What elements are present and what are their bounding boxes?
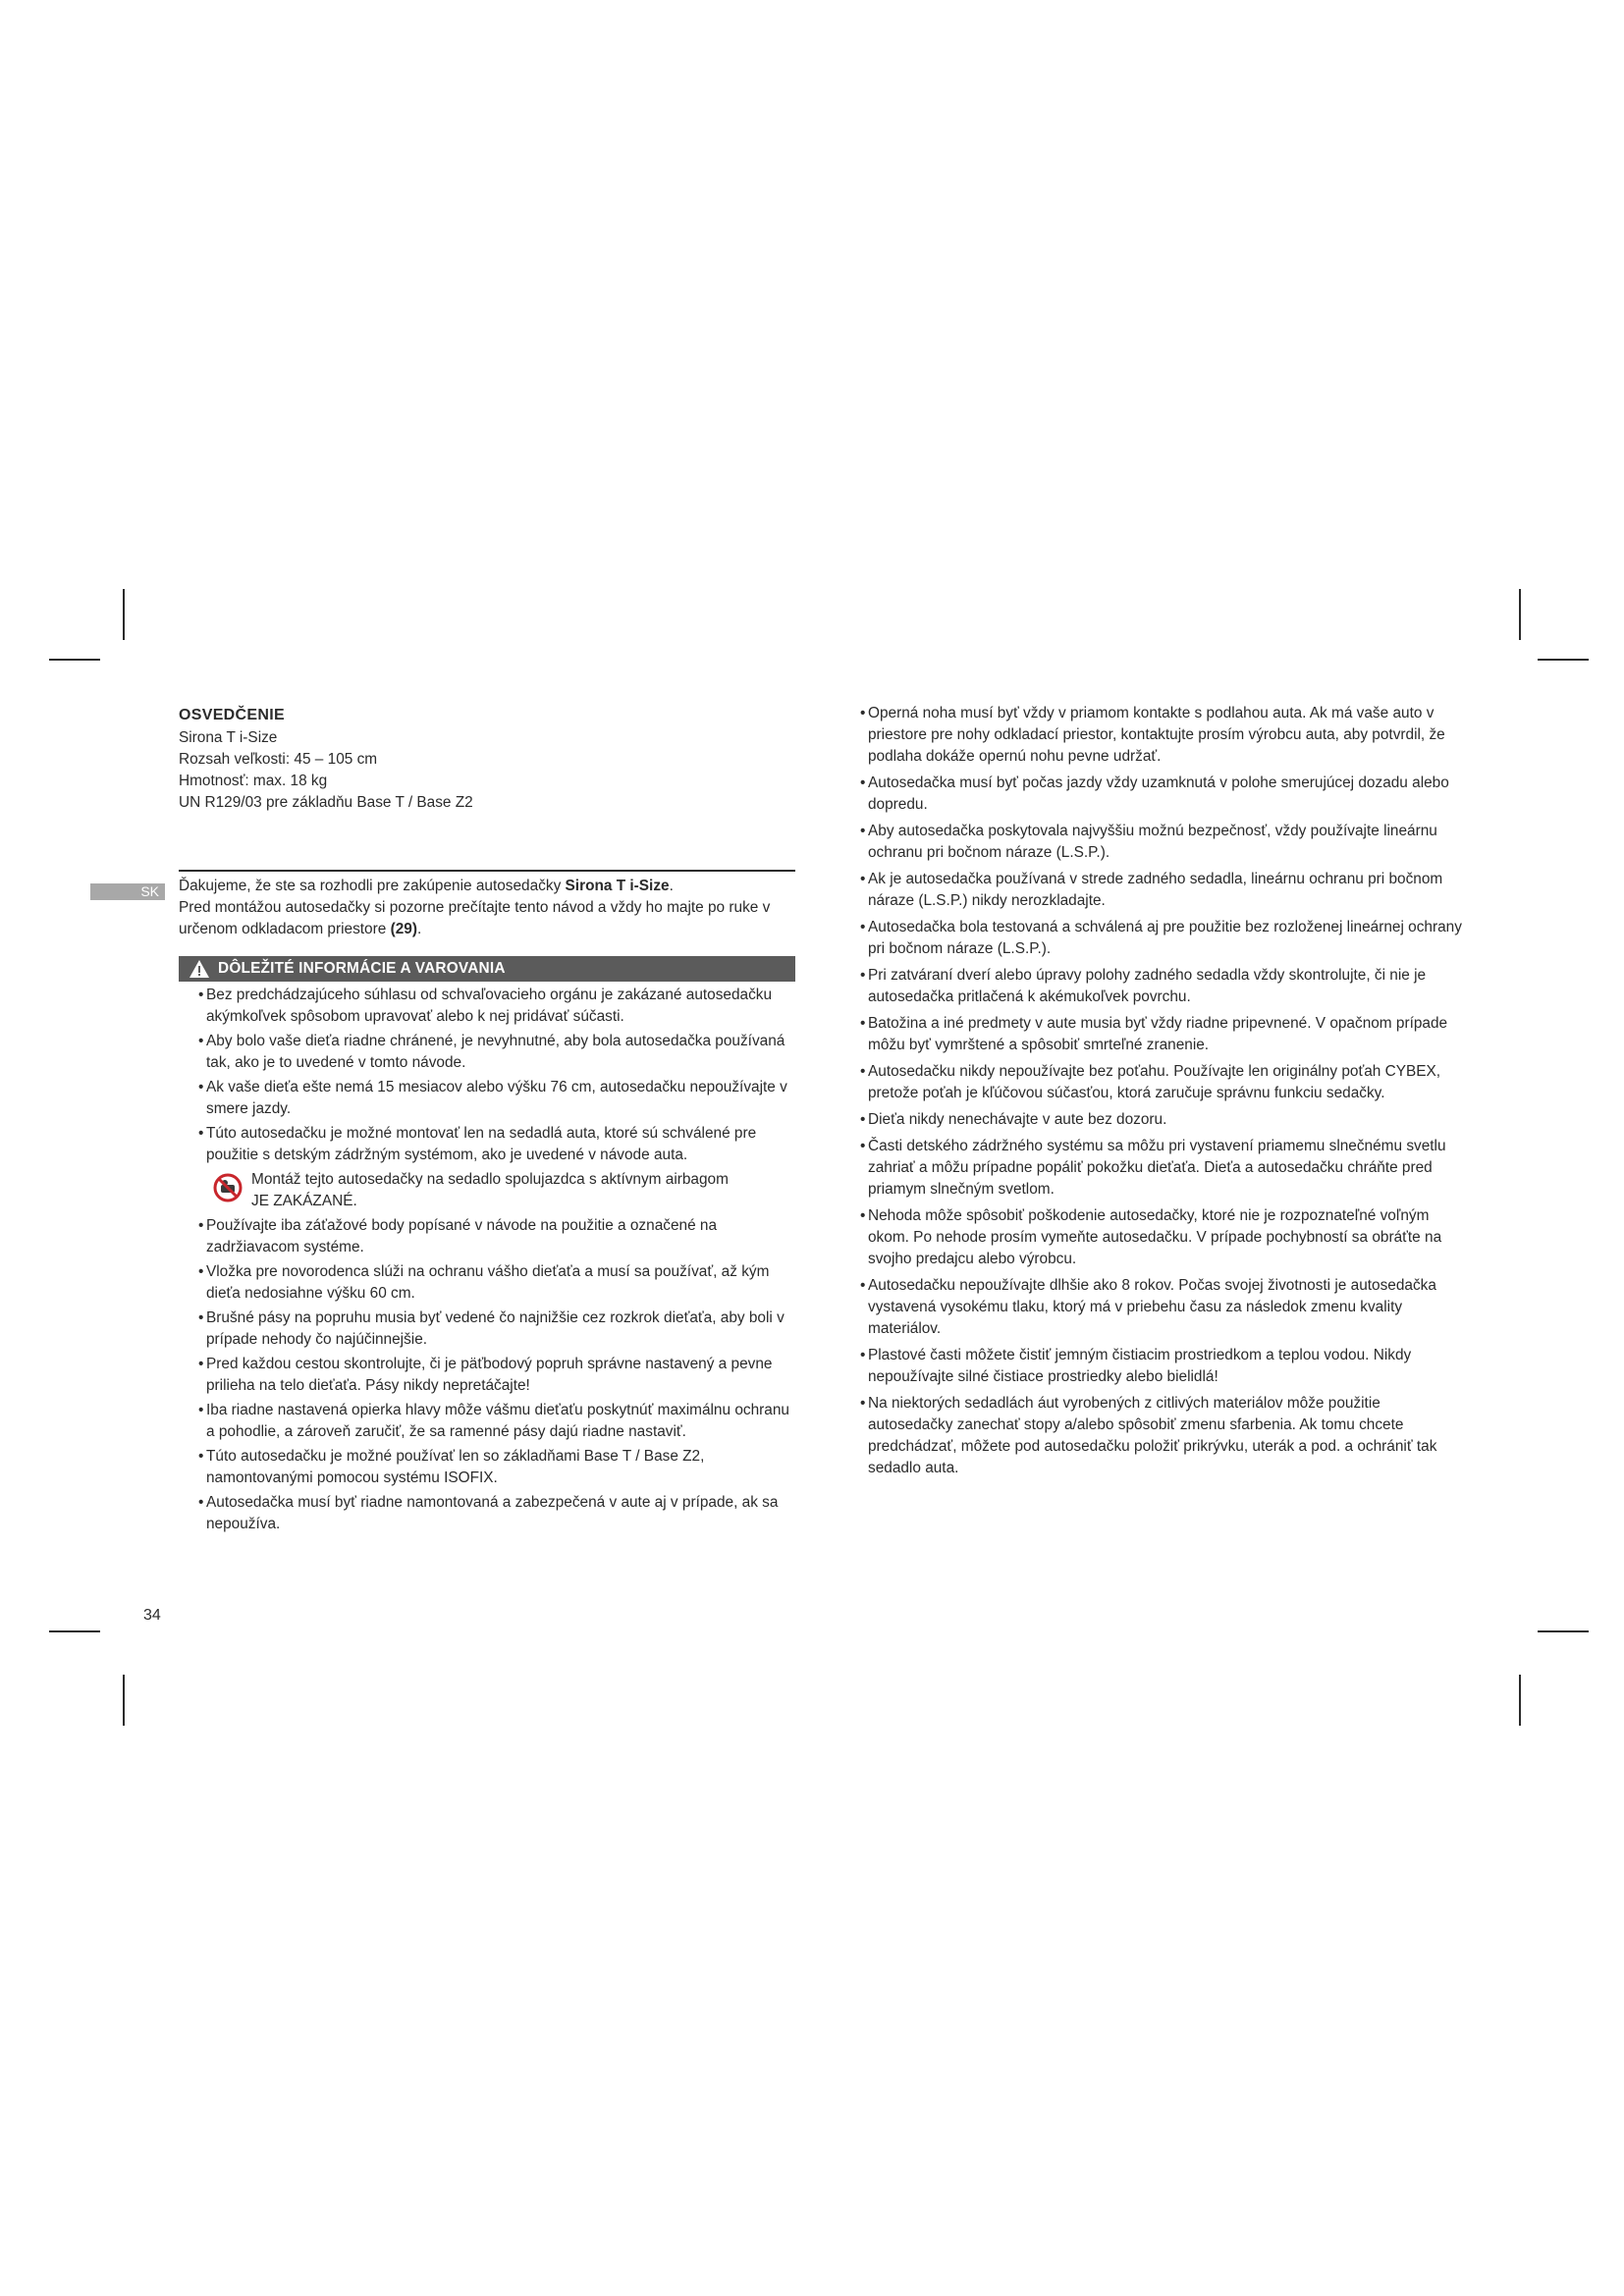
bullet-dot: • [198, 1079, 204, 1095]
list-item-text: Batožina a iné predmety v aute musia byť vždy riadne pripevnené. V opačnom prípade môžu byť vymrštené a spôsobiť smrteľné zranenie. [868, 1015, 1448, 1053]
list-item [198, 1354, 801, 1397]
list-item [198, 1492, 801, 1535]
language-tab: SK [90, 883, 165, 900]
warnings-list-right [860, 703, 1463, 1484]
list-item-text: Bez predchádzajúceho súhlasu od schvaľovacieho orgánu je zakázané autosedačku akýmkoľvek spôsobom upravovať alebo k nej pridávať súčasti. [206, 987, 773, 1025]
list-item [860, 1205, 1463, 1270]
bullet-dot: • [860, 871, 866, 887]
list-item [198, 985, 801, 1028]
bullet-dot: • [860, 1207, 866, 1224]
intro-text: . [416, 921, 422, 937]
list-item-text: Pri zatváraní dverí alebo úpravy polohy zadného sedadla vždy skontrolujte, či nie je autosedačka pritlačená k akémukoľvek povrchu. [868, 967, 1427, 1005]
list-item [860, 1136, 1463, 1201]
no-airbag-icon [212, 1172, 244, 1203]
bullet-dot: • [198, 1217, 204, 1234]
list-item-text: Nehoda môže spôsobiť poškodenie autosedačky, ktoré nie je rozpoznateľné voľným okom. Po nehode prosím vymeňte autosedačku. V prípade pochybností sa obráťte na svojho predajcu alebo výrobcu. [868, 1207, 1442, 1267]
intro-text: Pred montážou autosedačky si pozorne prečítajte tento návod a vždy ho majte po ruke v určenom odkladacom priestore [179, 899, 771, 937]
bullet-dot: • [198, 1263, 204, 1280]
list-item-text: Autosedačku nepoužívajte dlhšie ako 8 rokov. Počas svojej životnosti je autosedačka vystavená vysokému tlaku, ktorý má v priebehu času za následok zmenu kvality materiálov. [868, 1277, 1436, 1337]
list-item [198, 1031, 801, 1074]
bullet-dot: • [198, 1402, 204, 1418]
warning-heading: DÔLEŽITÉ INFORMÁCIE A VAROVANIA [218, 960, 506, 977]
list-item [198, 1215, 801, 1258]
list-item [860, 1061, 1463, 1104]
intro-text: Ďakujeme, že ste sa rozhodli pre zakúpenie autosedačky [179, 878, 566, 894]
list-item [860, 965, 1463, 1008]
list-item [198, 1400, 801, 1443]
list-item-text: Operná noha musí byť vždy v priamom kontakte s podlahou auta. Ak má vaše auto v priestore pre nohy odkladací priestor, kontaktujte prosím výrobcu auta, aby potvrdil, že podlaha dokáže opernú nohu pevne udržať. [868, 705, 1445, 765]
bullet-dot: • [860, 1277, 866, 1294]
crop-mark-bottom-left-h [49, 1630, 100, 1632]
bullet-dot: • [860, 1347, 866, 1363]
bullet-dot: • [860, 823, 866, 839]
list-item-text: Ak vaše dieťa ešte nemá 15 mesiacov alebo výšku 76 cm, autosedačku nepoužívajte v smere jazdy. [206, 1079, 787, 1117]
airbag-warning-line-1: Montáž tejto autosedačky na sedadlo spolujazdca s aktívnym airbagom [251, 1171, 729, 1188]
page-number: 34 [143, 1607, 161, 1624]
bullet-dot: • [860, 1138, 866, 1154]
bullet-dot: • [860, 1111, 866, 1128]
list-item-text: Aby autosedačka poskytovala najvyššiu možnú bezpečnosť, vždy používajte lineárnu ochranu pri bočnom náraze (L.S.P.). [868, 823, 1437, 861]
bullet-dot: • [198, 1125, 204, 1142]
crop-mark-bottom-right-v [1519, 1675, 1521, 1726]
bullet-dot: • [860, 1395, 866, 1412]
intro-paragraph [179, 876, 795, 940]
list-item-text: Autosedačka musí byť riadne namontovaná a zabezpečená v aute aj v prípade, ak sa nepoužíva. [206, 1494, 779, 1532]
list-item-text: Pred každou cestou skontrolujte, či je päťbodový popruh správne nastavený a pevne prilieha na telo dieťaťa. Pásy nikdy nepretáčajte! [206, 1356, 773, 1394]
certificate-line: Sirona T i-Size [179, 729, 278, 746]
bullet-dot: • [198, 987, 204, 1003]
list-item-text: Na niektorých sedadlách áut vyrobených z citlivých materiálov môže použitie autosedačky zanechať stopy a/alebo spôsobiť zmenu sfarbenia. Ak tomu chcete predchádzať, môžete pod autosedačku položiť prikrývku, uterák a pod. a ochrániť tak sedadlo auta. [868, 1395, 1437, 1476]
list-item [860, 1393, 1463, 1479]
list-item [198, 1308, 801, 1351]
bullet-dot: • [860, 705, 866, 721]
bullet-dot: • [198, 1494, 204, 1511]
certificate-line: Rozsah veľkosti: 45 – 105 cm [179, 751, 378, 768]
list-item [860, 1345, 1463, 1388]
section-divider [179, 870, 795, 872]
list-item-text: Autosedačka bola testovaná a schválená aj pre použitie bez rozloženej lineárnej ochrany pri bočnom náraze (L.S.P.). [868, 919, 1462, 957]
list-item [198, 1446, 801, 1489]
list-item-text: Časti detského zádržného systému sa môžu pri vystavení priamemu slnečnému svetlu zahriať a môžu prípadne popáliť pokožku dieťaťa. Dieťa a autosedačku chráňte pred priamym slnečným svetlom. [868, 1138, 1446, 1198]
crop-mark-top-right-v [1519, 589, 1521, 640]
intro-line-1 [179, 876, 795, 897]
list-item [860, 917, 1463, 960]
airbag-warning [206, 1169, 801, 1212]
list-item-text: Aby bolo vaše dieťa riadne chránené, je nevyhnutné, aby bola autosedačka používaná tak, ako je to uvedené v tomto návode. [206, 1033, 785, 1071]
list-item [860, 773, 1463, 816]
certificate-title: OSVEDČENIE [179, 707, 285, 723]
airbag-warning-line-2: JE ZAKÁZANÉ. [251, 1193, 357, 1209]
list-item [860, 869, 1463, 912]
bullet-dot: • [860, 967, 866, 984]
bullet-dot: • [198, 1356, 204, 1372]
list-item [860, 1013, 1463, 1056]
list-item-text: Autosedačka musí byť počas jazdy vždy uzamknutá v polohe smerujúcej dozadu alebo dopredu. [868, 774, 1449, 813]
figure-reference: (29) [390, 921, 417, 937]
list-item [860, 1275, 1463, 1340]
bullet-dot: • [198, 1309, 204, 1326]
list-item-text: Túto autosedačku je možné používať len so základňami Base T / Base Z2, namontovanými pomocou systému ISOFIX. [206, 1448, 705, 1486]
list-item-text: Iba riadne nastavená opierka hlavy môže vášmu dieťaťu poskytnúť maximálnu ochranu a pohodlie, a zároveň zaručiť, že sa ramenné pásy dajú riadne nastaviť. [206, 1402, 789, 1440]
crop-mark-top-left-h [49, 659, 100, 661]
certificate-block [179, 705, 797, 814]
list-item [198, 1261, 801, 1305]
list-item-text: Brušné pásy na popruhu musia byť vedené čo najnižšie cez rozkrok dieťaťa, aby boli v prípade nehody čo najúčinnejšie. [206, 1309, 785, 1348]
warning-triangle-icon [189, 959, 210, 979]
list-item-text: Dieťa nikdy nenechávajte v aute bez dozoru. [868, 1111, 1167, 1128]
bullet-dot: • [860, 774, 866, 791]
list-item-text: Vložka pre novorodenca slúži na ochranu vášho dieťaťa a musí sa používať, až kým dieťa nedosiahne výšku 60 cm. [206, 1263, 770, 1302]
list-item-text: Autosedačku nikdy nepoužívajte bez poťahu. Používajte len originálny poťah CYBEX, pretože poťah je kľúčovou súčasťou, ktorá zaručuje správnu funkciu sedačky. [868, 1063, 1441, 1101]
crop-mark-top-left-v [123, 589, 125, 640]
bullet-dot: • [198, 1448, 204, 1465]
crop-mark-bottom-left-v [123, 1675, 125, 1726]
certificate-line: UN R129/03 pre základňu Base T / Base Z2 [179, 794, 473, 811]
intro-line-2 [179, 897, 795, 940]
warning-heading-bar [179, 956, 795, 982]
intro-text: . [669, 878, 674, 894]
list-item-text: Plastové časti môžete čistiť jemným čistiacim prostriedkom a teplou vodou. Nikdy nepoužívajte silné čistiace prostriedky alebo bielidlá! [868, 1347, 1412, 1385]
bullet-dot: • [198, 1033, 204, 1049]
certificate-line: Hmotnosť: max. 18 kg [179, 773, 328, 789]
list-item-text: Používajte iba záťažové body popísané v návode na použitie a označené na zadržiavacom systéme. [206, 1217, 718, 1255]
product-name: Sirona T i-Size [565, 878, 670, 894]
crop-mark-bottom-right-h [1538, 1630, 1589, 1632]
list-item [860, 703, 1463, 768]
bullet-dot: • [860, 1015, 866, 1032]
list-item [860, 1109, 1463, 1131]
list-item-text: Túto autosedačku je možné montovať len na sedadlá auta, ktoré sú schválené pre použitie s detským zádržným systémom, ako je uvedené v návode auta. [206, 1125, 757, 1163]
list-item [198, 1077, 801, 1120]
list-item [860, 821, 1463, 864]
bullet-dot: • [860, 1063, 866, 1080]
list-item [198, 1123, 801, 1166]
list-item-text: Ak je autosedačka používaná v strede zadného sedadla, lineárnu ochranu pri bočnom náraze (L.S.P.) nikdy nerozkladajte. [868, 871, 1443, 909]
crop-mark-top-right-h [1538, 659, 1589, 661]
warnings-list-left [198, 985, 801, 1538]
bullet-dot: • [860, 919, 866, 935]
